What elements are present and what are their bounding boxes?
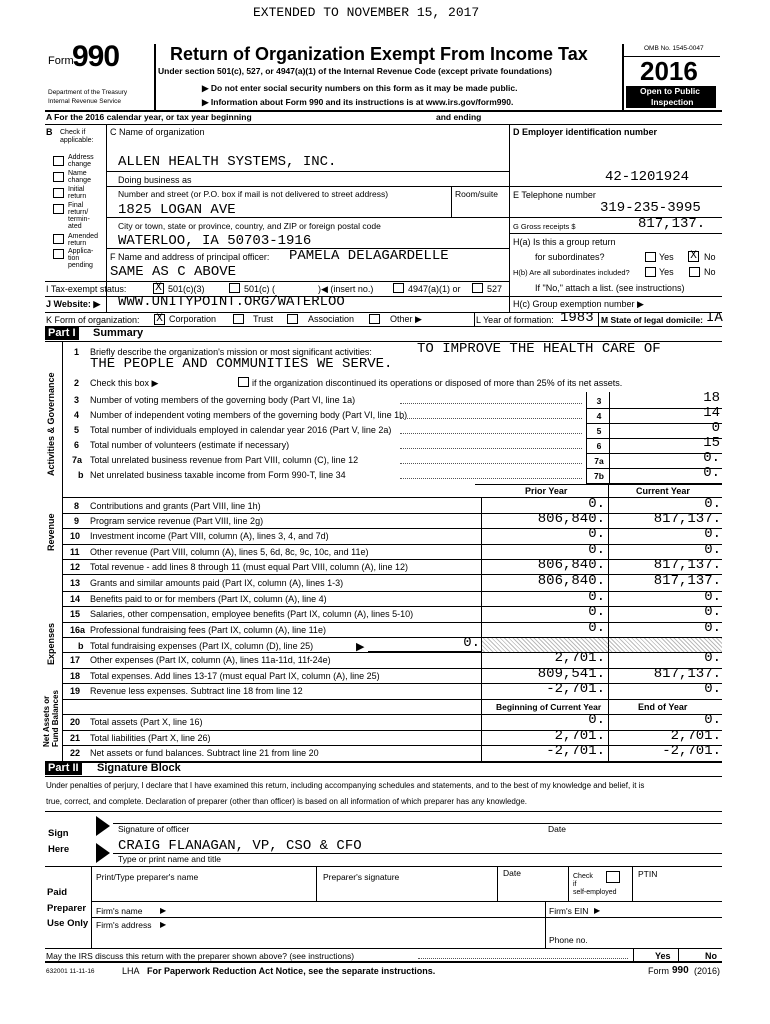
preparer-label: Preparer: [47, 903, 87, 914]
summary-current-value: 817,137.: [653, 573, 721, 589]
ag-row-box: 7b: [594, 471, 604, 481]
summary-row-number: 8: [74, 501, 80, 511]
website: WWW.UNITYPOINT.ORG/WATERLOO: [118, 294, 345, 310]
summary-row-label: Total assets (Part X, line 16): [90, 717, 203, 727]
discuss-label: May the IRS discuss this return with the preparer shown above? (see instructions): [46, 951, 355, 961]
line-16b-arrow: ▶: [356, 641, 365, 653]
summary-row-label: Benefits paid to or for members (Part IX, column (A), line 4): [90, 593, 327, 604]
hb-label: H(b) Are all subordinates included?: [513, 268, 630, 277]
firm-address-arrow: ▶: [160, 920, 167, 929]
col-div-1: [481, 497, 482, 761]
hb-no-label: No: [704, 267, 716, 277]
ag-row-label: Total unrelated business revenue from Part VIII, column (C), line 12: [90, 455, 359, 465]
summary-row-label: Contributions and grants (Part VIII, line 1h): [90, 501, 261, 511]
paid-divider: [91, 866, 92, 948]
checkbox-501c3[interactable]: X: [153, 283, 164, 294]
ag-row-value: 14: [703, 405, 720, 421]
officer-address: SAME AS C ABOVE: [110, 264, 237, 280]
summary-row-label: Other revenue (Part VIII, column (A), lines 5, 6d, 8c, 9c, 10c, and 11e): [90, 546, 369, 557]
form-word: Form: [48, 55, 74, 67]
city-label: City or town, state or province, country, and ZIP or foreign postal code: [118, 221, 381, 231]
ag-row-dots: [400, 433, 582, 434]
gross-receipts: 817,137.: [638, 216, 706, 232]
l-label: L Year of formation:: [476, 315, 554, 325]
rule-k: [45, 312, 722, 313]
use-only-label: Use Only: [47, 918, 89, 929]
ag-row-value: 18: [703, 390, 720, 406]
prep-date-divider: [497, 866, 498, 901]
check-divider: [568, 866, 569, 901]
ha-no-label: No: [704, 252, 716, 262]
checkbox-501c[interactable]: [229, 283, 240, 293]
summary-prior-value: 806,840.: [537, 573, 605, 589]
org-name: ALLEN HEALTH SYSTEMS, INC.: [118, 154, 337, 170]
ha-sub: for subordinates?: [535, 252, 605, 262]
ag-box-left: [586, 392, 587, 484]
footer-form: Form: [648, 966, 669, 976]
summary-current-value: 0.: [704, 650, 721, 666]
ag-box-right: [609, 392, 610, 484]
ag-row-value: 15: [703, 435, 720, 451]
k-association: Association: [308, 314, 355, 324]
summary-prior-value: -2,701.: [546, 743, 605, 760]
ag-row-box: 6: [596, 441, 602, 451]
rule-hb: [509, 296, 722, 297]
col-div-2: [608, 484, 609, 761]
prep-name-label: Print/Type preparer's name: [96, 872, 199, 882]
ag-row-label: Number of independent voting members of the governing body (Part VI, line 1b): [90, 410, 408, 420]
here-label: Here: [48, 844, 70, 855]
summary-current-value: 2,701.: [670, 727, 721, 744]
summary-row-number: 15: [70, 609, 81, 619]
summary-current-value: 0.: [704, 541, 721, 558]
summary-current-value: 0.: [704, 604, 721, 620]
extension-note: EXTENDED TO NOVEMBER 15, 2017: [253, 5, 480, 20]
sign-arrow-2: [96, 843, 110, 863]
firm-ein-divider: [545, 901, 546, 948]
signer-name: CRAIG FLANAGAN, VP, CSO & CFO: [118, 838, 362, 854]
firm-name-arrow: ▶: [160, 906, 167, 915]
ag-row-dots: [400, 418, 582, 419]
part2-label: Part II: [45, 762, 82, 775]
k-label: K Form of organization:: [46, 315, 140, 325]
street-label: Number and street (or P.O. box if mail is not delivered to street address): [118, 189, 389, 199]
street: 1825 LOGAN AVE: [118, 202, 236, 218]
summary-current-value: 0.: [704, 619, 721, 636]
part1-title: Summary: [93, 327, 144, 339]
summary-row-number: 22: [70, 748, 81, 759]
form-number: 990: [72, 40, 120, 73]
firm-ein-arrow: ▶: [594, 906, 601, 915]
summary-current-value: 817,137.: [653, 556, 721, 573]
checkbox-hb-yes[interactable]: [645, 267, 656, 277]
form-subtitle: Under section 501(c), 527, or 4947(a)(1) of the Internal Revenue Code (except private foundations): [158, 66, 552, 76]
officer-name: PAMELA DELAGARDELLE: [289, 248, 449, 264]
side-expenses: Expenses: [46, 622, 56, 665]
ag-row-dots: [400, 403, 582, 404]
summary-prior-value: 2,701.: [554, 650, 605, 666]
year-formation: 1983: [560, 310, 594, 326]
footer-notice: For Paperwork Reduction Act Notice, see the separate instructions.: [147, 966, 436, 976]
rule-firm-mid: [91, 917, 722, 918]
sign-label: Sign: [48, 828, 69, 839]
city: WATERLOO, IA 50703-1916: [118, 233, 312, 249]
summary-row-label: Program service revenue (Part VIII, line 2g): [90, 516, 264, 527]
current-year-header: Current Year: [636, 486, 690, 496]
summary-row-number: 9: [74, 516, 80, 527]
checkbox-self-employed[interactable]: [606, 871, 620, 883]
rule-part2-title: [45, 776, 722, 777]
side-revenue: Revenue: [46, 513, 56, 551]
prep-date-label: Date: [503, 868, 521, 878]
header-divider-left: [154, 44, 156, 110]
summary-prior-value: 0.: [588, 604, 605, 620]
rule-i: [45, 281, 509, 282]
b-item-4: Amended return: [68, 233, 98, 247]
ag-row-label: Total number of individuals employed in calendar year 2016 (Part V, line 2a): [90, 425, 392, 435]
check-label: Check: [573, 873, 593, 880]
rule-rev-header: [475, 484, 722, 485]
sig-officer-label: Signature of officer: [118, 824, 190, 834]
sig-date-label: Date: [548, 824, 566, 834]
side-fund-balances: Fund Balances: [51, 690, 60, 747]
ag-row-dots: [400, 448, 582, 449]
ag-row-label: Total number of volunteers (estimate if necessary): [90, 440, 290, 450]
summary-row-number: 14: [70, 593, 81, 604]
ag-row-dots: [400, 463, 582, 464]
summary-row-label: Salaries, other compensation, employee benefits (Part IX, column (A), lines 5-10): [90, 609, 414, 619]
side-net-assets: Net Assets or: [42, 695, 51, 747]
ag-row-number: b: [78, 470, 84, 480]
form-title: Return of Organization Exempt From Income Tax: [170, 44, 588, 64]
notice-ssn: ▶ Do not enter social security numbers on this form as it may be made public.: [202, 83, 518, 93]
rule-firm-top: [91, 901, 722, 902]
tax-year: 2016: [640, 56, 698, 86]
summary-row-label: Net assets or fund balances. Subtract line 21 from line 20: [90, 748, 319, 759]
ag-row-number: 7a: [72, 455, 83, 465]
ag-row-number: 3: [74, 395, 80, 405]
i-opt-4947: 4947(a)(1) or: [408, 284, 461, 294]
state-domicile: IA: [706, 310, 723, 326]
summary-prior-value: 0.: [588, 496, 605, 512]
k-trust: Trust: [253, 314, 274, 324]
rule-footer: [45, 961, 722, 963]
phone: 319-235-3995: [600, 200, 701, 216]
ag-row-number: 6: [74, 440, 80, 450]
summary-current-value: 0.: [704, 496, 721, 512]
summary-current-value: 817,137.: [653, 665, 721, 682]
checkbox-address-change[interactable]: [53, 156, 64, 166]
summary-prior-value: 0.: [588, 526, 605, 543]
hb-yes-label: Yes: [659, 267, 674, 277]
discuss-yes[interactable]: Yes: [655, 951, 671, 961]
ptin-divider: [632, 866, 633, 901]
summary-prior-value: -2,701.: [546, 681, 605, 698]
ag-row-dots: [400, 478, 582, 479]
summary-prior-value: 0.: [588, 588, 605, 605]
discuss-no[interactable]: No: [705, 951, 717, 961]
checkbox-association[interactable]: [287, 314, 298, 324]
summary-row-number: 21: [70, 732, 81, 743]
rule-c1: [106, 171, 509, 172]
d-label: D Employer identification number: [513, 127, 658, 137]
b-check-if: Check if: [60, 129, 86, 136]
d-divider: [509, 124, 510, 313]
checkbox-discontinued[interactable]: [238, 377, 249, 387]
checkbox-527[interactable]: [472, 283, 483, 293]
room-divider: [451, 186, 452, 217]
ag-row-box: 5: [596, 426, 602, 436]
officer-signature-line[interactable]: [113, 823, 722, 824]
header-divider-right: [622, 44, 624, 110]
checkbox-trust[interactable]: [233, 314, 244, 324]
summary-row-number: 19: [70, 686, 81, 697]
c-label: C Name of organization: [110, 127, 205, 137]
mission-1: TO IMPROVE THE HEALTH CARE OF: [417, 341, 661, 357]
summary-current-value: 0.: [704, 712, 721, 728]
ag-row-label: Number of voting members of the governing body (Part VI, line 1a): [90, 395, 356, 405]
summary-row-label: Total revenue - add lines 8 through 11 (must equal Part VIII, column (A), line 12): [90, 561, 408, 572]
ag-row-number: 4: [74, 410, 80, 420]
footer-code: 632001 11-11-16: [46, 968, 95, 975]
discuss-dots: [418, 958, 628, 959]
if-label: if: [573, 881, 577, 888]
line-a-label: A For the 2016 calendar year, or tax year beginning: [46, 112, 252, 122]
checkbox-initial-return[interactable]: [53, 188, 64, 198]
e-label: E Telephone number: [513, 190, 596, 200]
ag-row-value: 0.: [703, 450, 720, 466]
summary-row-label: Professional fundraising fees (Part IX, column (A), line 11e): [90, 624, 326, 635]
k-other: Other ▶: [390, 314, 422, 324]
g-label: G Gross receipts $: [513, 222, 576, 231]
m-label: M State of legal domicile:: [601, 315, 704, 325]
summary-current-value: 817,137.: [653, 511, 721, 528]
summary-prior-value: 806,840.: [537, 511, 605, 528]
l-divider: [474, 312, 475, 326]
summary-current-value: -2,701.: [662, 743, 721, 760]
rule-na-header-top: [62, 699, 722, 700]
i-opt-501c: 501(c) (: [244, 284, 276, 294]
summary-row-number: 18: [70, 670, 81, 681]
firm-address-label: Firm's address: [96, 920, 152, 930]
part2-title: Signature Block: [97, 762, 181, 774]
prep-sig-label: Preparer's signature: [323, 872, 400, 882]
omb-number: OMB No. 1545-0047: [644, 45, 704, 52]
ag-row-box: 7a: [594, 456, 604, 466]
rule-a: [45, 124, 722, 125]
summary-row-label: Revenue less expenses. Subtract line 18 from line 12: [90, 686, 303, 697]
hc-label: H(c) Group exemption number ▶: [513, 299, 644, 309]
b-letter: B: [46, 127, 53, 137]
summary-row-label: Total liabilities (Part X, line 26): [90, 732, 211, 743]
i-label: I Tax-exempt status:: [46, 284, 127, 294]
line-a-and-ending: and ending: [436, 112, 482, 122]
checkbox-ha-no[interactable]: X: [688, 251, 699, 262]
checkbox-4947[interactable]: [393, 283, 404, 293]
ag-row-number: 5: [74, 425, 80, 435]
mission-2: THE PEOPLE AND COMMUNITIES WE SERVE.: [90, 356, 393, 372]
ag-row-value: 0: [711, 420, 720, 436]
ag-row-label: Net unrelated business taxable income from Form 990-T, line 34: [90, 470, 346, 480]
line-16b-number: b: [78, 641, 84, 651]
summary-row-number: 10: [70, 531, 81, 542]
hb-note: If "No," attach a list. (see instructions): [535, 283, 685, 293]
b-item-1: Name change: [68, 170, 91, 184]
footer-form-number: 990: [672, 965, 689, 976]
dba-label: Doing business as: [118, 175, 192, 185]
paid-label: Paid: [47, 887, 68, 898]
summary-current-value: 0.: [704, 681, 721, 698]
ag-row-box: 4: [596, 411, 602, 421]
summary-row-label: Other expenses (Part IX, column (A), lines 11a-11d, 11f-24e): [90, 655, 331, 665]
f-label: F Name and address of principal officer:: [110, 252, 270, 262]
sign-arrow-1: [96, 816, 110, 836]
firm-name-label: Firm's name: [96, 906, 143, 916]
summary-prior-value: 0.: [588, 541, 605, 558]
l2-label: Check this box ▶: [90, 378, 159, 388]
rule-discuss-top: [45, 948, 722, 949]
k-corporation: Corporation: [169, 314, 217, 324]
self-employed-label: self-employed: [573, 889, 617, 896]
ha-label: H(a) Is this a group return: [513, 237, 616, 247]
prior-year-header: Prior Year: [525, 486, 568, 496]
j-label: J Website: ▶: [46, 299, 101, 309]
summary-prior-value: 809,541.: [537, 665, 605, 682]
perjury-1: Under penalties of perjury, I declare that I have examined this return, including accompanying schedules and statements, and to the best of my knowledge and belief, it is: [46, 781, 645, 790]
m-divider: [598, 312, 599, 326]
open-public-2: Inspection: [651, 97, 694, 107]
rule-g: [509, 233, 722, 234]
prep-sig-divider: [316, 866, 317, 901]
side-activities-governance: Activities & Governance: [46, 372, 56, 476]
b-applicable: applicable:: [60, 137, 94, 144]
b-item-2: Initial return: [68, 186, 87, 200]
summary-prior-value: 0.: [588, 712, 605, 728]
ag-row-box: 3: [596, 396, 602, 406]
rule-c3: [106, 217, 509, 218]
ha-yes-label: Yes: [659, 252, 674, 262]
line-16b-label: Total fundraising expenses (Part IX, column (D), line 25): [90, 641, 314, 651]
summary-prior-value: 2,701.: [554, 727, 605, 744]
type-name-label: Type or print name and title: [118, 854, 222, 864]
summary-row-number: 13: [70, 578, 81, 588]
checkbox-other[interactable]: [369, 314, 380, 324]
rule-part1-top: [45, 326, 722, 327]
b-item-5: Applica- tion pending: [68, 248, 94, 269]
checkbox-name-change[interactable]: [53, 172, 64, 182]
ein: 42-1201924: [605, 169, 690, 185]
checkbox-hb-no[interactable]: [689, 267, 700, 277]
ptin-label: PTIN: [638, 869, 658, 879]
summary-prior-value: 0.: [588, 619, 605, 636]
footer-lha: LHA: [122, 966, 140, 976]
l1-label: Briefly describe the organization's mission or most significant activities:: [90, 347, 372, 357]
summary-row-number: 20: [70, 717, 81, 727]
summary-current-value: 0.: [704, 526, 721, 543]
line-2-number: 2: [74, 378, 80, 388]
checkbox-corporation[interactable]: X: [154, 314, 165, 325]
discuss-yes-div: [633, 948, 634, 961]
summary-row-label: Grants and similar amounts paid (Part IX, column (A), lines 1-3): [90, 578, 344, 588]
ag-row-value: 0.: [703, 465, 720, 481]
rule-d: [509, 186, 722, 187]
rule-paid-top: [45, 866, 722, 867]
dept-treasury: Department of the Treasury: [48, 89, 128, 96]
rule-perjury: [45, 811, 722, 812]
checkbox-application-pending[interactable]: [53, 249, 64, 259]
summary-row-label: Investment income (Part VIII, column (A), lines 3, 4, and 7d): [90, 531, 329, 542]
b-item-3: Final return/ termin- ated: [68, 202, 90, 230]
i-opt-501c3: 501(c)(3): [168, 284, 205, 294]
firm-ein-label: Firm's EIN: [549, 906, 589, 916]
part1-label: Part I: [45, 327, 79, 340]
boy-header: Beginning of Current Year: [496, 702, 602, 712]
open-public-1: Open to Public: [640, 86, 700, 96]
summary-row-label: Total expenses. Add lines 13-17 (must equal Part IX, column (A), line 25): [90, 670, 380, 681]
l2-rest: if the organization discontinued its operations or disposed of more than 25% of its net assets.: [252, 378, 623, 388]
summary-prior-value: 806,840.: [537, 556, 605, 573]
phone-no-label: Phone no.: [549, 935, 588, 945]
i-opt-527: 527: [487, 284, 503, 294]
dept-irs: Internal Revenue Service: [48, 98, 121, 105]
checkbox-ha-yes[interactable]: [645, 252, 656, 262]
line-16b-value: 0.: [463, 635, 480, 651]
summary-current-value: 0.: [704, 588, 721, 605]
b-item-0: Address change: [68, 154, 94, 168]
summary-row-number: 16a: [70, 624, 86, 635]
footer-year: (2016): [694, 966, 721, 976]
summary-row-number: 12: [70, 561, 81, 572]
room-label: Room/suite: [455, 189, 498, 199]
notice-info: ▶ Information about Form 990 and its instructions is at www.irs.gov/form990.: [202, 97, 514, 107]
checkbox-amended-return[interactable]: [53, 234, 64, 244]
summary-row-number: 11: [70, 546, 80, 557]
summary-row-number: 17: [70, 655, 81, 665]
perjury-2: true, correct, and complete. Declaration of preparer (other than officer) is based on all information of which preparer has any knowledge.: [46, 797, 527, 806]
checkbox-final-return[interactable]: [53, 204, 64, 214]
line-1-number: 1: [74, 347, 80, 357]
eoy-header: End of Year: [638, 702, 688, 712]
discuss-no-div: [678, 948, 679, 961]
i-opt-insert: )◀ (insert no.): [318, 284, 374, 294]
rule-c2: [106, 186, 509, 187]
